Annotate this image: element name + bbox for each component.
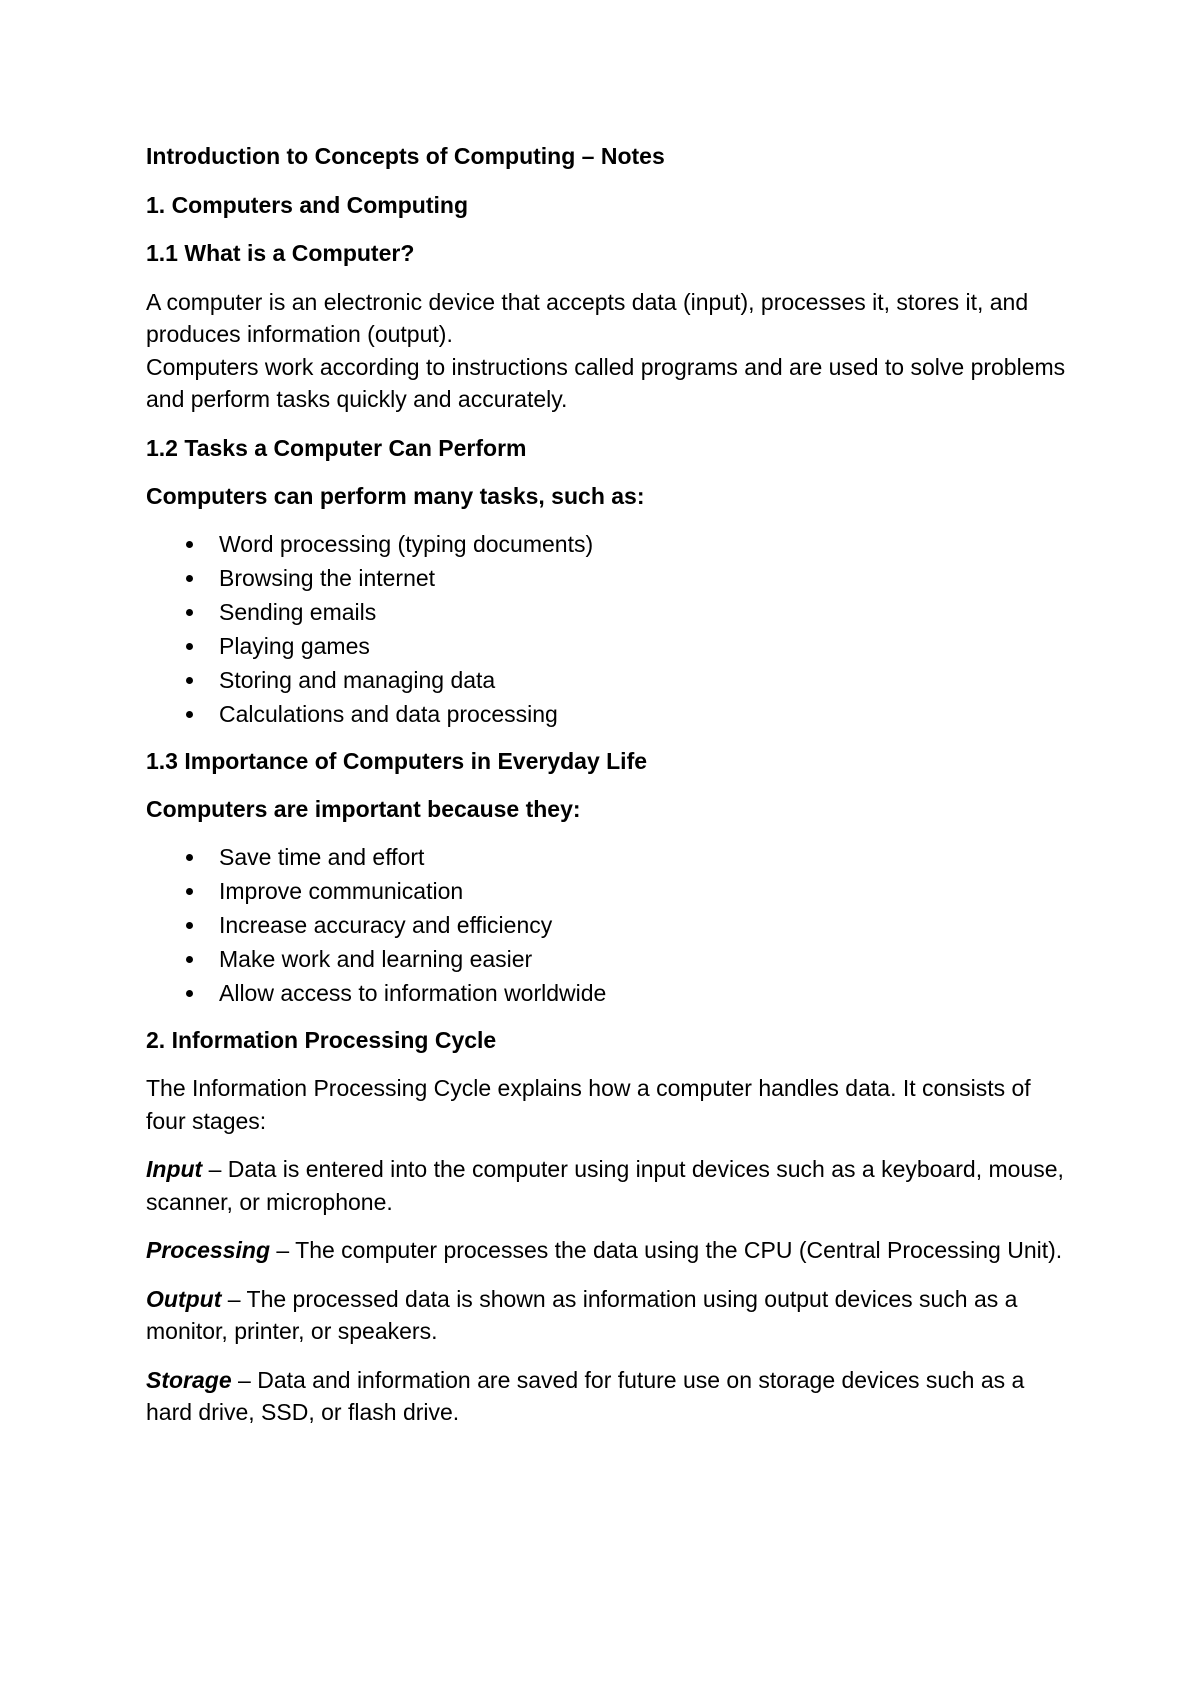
list-item: [146, 874, 1066, 908]
list-item-text: Improve communication: [219, 877, 464, 904]
section-1-1-para-1: A computer is an electronic device that accepts data (input), processes it, stores it, and produces information (output).: [146, 288, 1029, 347]
section-1-3-heading: 1.3 Importance of Computers in Everyday Life: [146, 747, 648, 774]
bullet-icon: [186, 990, 193, 997]
document-page: [146, 140, 1066, 1445]
bullet-icon: [186, 888, 193, 895]
stage-text: – The processed data is shown as information using output devices such as a monitor, printer, or speakers.: [146, 1285, 1018, 1344]
list-item-text: Browsing the internet: [219, 564, 436, 591]
section-1-2-heading: 1.2 Tasks a Computer Can Perform: [146, 434, 527, 461]
section-1-1-heading: 1.1 What is a Computer?: [146, 240, 415, 266]
stage-term: Processing: [146, 1237, 270, 1263]
bullet-icon: [186, 854, 193, 861]
list-item: [146, 663, 1066, 697]
section-1-1-body: [146, 286, 1066, 416]
list-item: [146, 697, 1066, 731]
list-item: [146, 595, 1066, 629]
list-item-text: Save time and effort: [219, 843, 425, 870]
section-1-3-lead: Computers are important because they:: [146, 796, 581, 822]
list-item-text: Increase accuracy and efficiency: [219, 911, 553, 938]
list-item: [146, 976, 1066, 1010]
stage-term: Output: [146, 1285, 222, 1312]
section-1-2-lead: Computers can perform many tasks, such as:: [146, 483, 645, 509]
stage-term: Storage: [146, 1366, 232, 1393]
importance-list: [146, 840, 1066, 1010]
list-item-text: Make work and learning easier: [219, 945, 533, 972]
section-1-1-para-2: Computers work according to instructions called programs and are used to solve problems and perform tasks quickly and accurately.: [146, 353, 1066, 412]
section-2-heading: 2. Information Processing Cycle: [146, 1026, 497, 1053]
list-item-text: Calculations and data processing: [219, 700, 558, 727]
bullet-icon: [186, 643, 193, 650]
list-item: [146, 629, 1066, 663]
bullet-icon: [186, 575, 193, 582]
stage-term: Input: [146, 1156, 203, 1182]
list-item-text: Allow access to information worldwide: [219, 979, 607, 1006]
list-item: [146, 942, 1066, 976]
list-item-text: Word processing (typing documents): [219, 530, 594, 557]
bullet-icon: [186, 541, 193, 548]
stage-input: [146, 1153, 1066, 1218]
bullet-icon: [186, 922, 193, 929]
list-item: [146, 527, 1066, 561]
document-title: Introduction to Concepts of Computing – Notes: [146, 143, 665, 169]
list-item-text: Storing and managing data: [219, 666, 496, 693]
stage-output: [146, 1283, 1066, 1348]
section-1-heading: 1. Computers and Computing: [146, 191, 468, 218]
list-item: [146, 908, 1066, 942]
stage-processing: [146, 1234, 1066, 1267]
tasks-list: [146, 527, 1066, 731]
bullet-icon: [186, 677, 193, 684]
stage-text: – The computer processes the data using the CPU (Central Processing Unit).: [270, 1237, 1063, 1263]
list-item-text: Sending emails: [219, 598, 377, 625]
stage-text: – Data and information are saved for future use on storage devices such as a hard drive, SSD, or flash drive.: [146, 1366, 1025, 1425]
stage-storage: [146, 1364, 1066, 1429]
bullet-icon: [186, 711, 193, 718]
bullet-icon: [186, 609, 193, 616]
list-item-text: Playing games: [219, 632, 370, 659]
list-item: [146, 561, 1066, 595]
stage-text: – Data is entered into the computer using input devices such as a keyboard, mouse, scanner, or microphone.: [146, 1156, 1064, 1215]
bullet-icon: [186, 956, 193, 963]
list-item: [146, 840, 1066, 874]
section-2-intro: The Information Processing Cycle explains how a computer handles data. It consists of four stages:: [146, 1075, 1031, 1134]
